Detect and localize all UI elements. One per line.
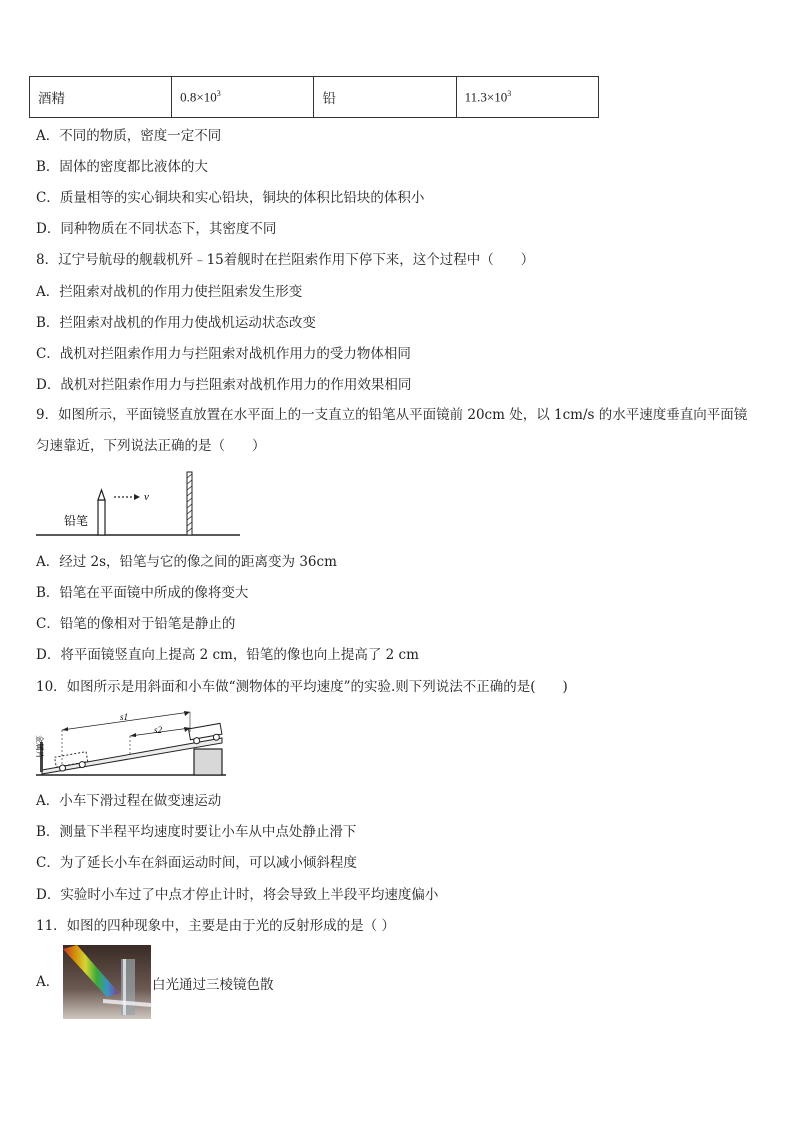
- q8-option-c: C．战机对拦阻索作用力与拦阻索对战机作用力的受力物体相同: [36, 346, 411, 362]
- cell-base: 0.8×10: [180, 89, 217, 105]
- q9-option-b: B．铅笔在平面镜中所成的像将变大: [36, 585, 249, 601]
- q9-stem: 9．如图所示，平面镜竖直放置在水平面上的一支直立的铅笔从平面镜前 20cm 处，以 1cm/s 的水平速度垂直向平面镜匀速靠近，下列说法正确的是（ ）: [36, 407, 748, 454]
- q8-option-d: D．战机对拦阻索作用力与拦阻索对战机作用力的作用效果相同: [36, 377, 412, 393]
- pencil-label: 铅笔: [64, 514, 89, 528]
- pencil-shape: [98, 500, 105, 535]
- incline-cart-figure: [34, 708, 230, 780]
- table-cell: [172, 77, 314, 118]
- q10-option-a: A．小车下滑过程在做变速运动: [36, 793, 222, 809]
- q9-option-a: A．经过 2s，铅笔与它的像之间的距离变为 36cm: [36, 554, 337, 570]
- cell-exponent: 3: [507, 88, 512, 98]
- s2-label: s2: [154, 725, 163, 735]
- q9-option-c: C．铅笔的像相对于铅笔是静止的: [36, 616, 236, 632]
- q7-option-b: B．固体的密度都比液体的大: [36, 159, 208, 175]
- mirror-pencil-figure: [34, 470, 246, 540]
- velocity-label: v: [144, 491, 149, 503]
- table-cell: 铅: [314, 77, 456, 118]
- q7-option-a: A．不同的物质，密度一定不同: [36, 128, 222, 144]
- q11-option-a-letter: A．: [36, 974, 60, 990]
- q8-option-a: A．拦阻索对战机的作用力使拦阻索发生形变: [36, 284, 303, 300]
- cell-base: 11.3×10: [464, 89, 508, 105]
- q10-option-b: B．测量下半程平均速度时要让小车从中点处静止滑下: [36, 824, 357, 840]
- q11-option-a-caption: 白光通过三棱镜色散: [152, 977, 274, 993]
- metal-plate-label: 金属片: [35, 735, 44, 759]
- q7-option-c: C．质量相等的实心铜块和实心铅块，铜块的体积比铅块的体积小: [36, 190, 425, 206]
- q10-stem: 10．如图所示是用斜面和小车做“测物体的平均速度”的实验.则下列说法不正确的是( ): [36, 679, 568, 695]
- q7-option-d: D．同种物质在不同状态下，其密度不同: [36, 221, 277, 237]
- density-table: [29, 76, 599, 118]
- table-cell: [456, 77, 598, 118]
- q10-option-c: C．为了延长小车在斜面运动时间，可以减小倾斜程度: [36, 855, 357, 871]
- q10-option-d: D．实验时小车过了中点才停止计时，将会导致上半段平均速度偏小: [36, 887, 439, 903]
- table-row: [30, 77, 599, 118]
- s1-label: s1: [120, 712, 129, 722]
- prism-dispersion-photo: [63, 945, 151, 1019]
- q8-stem: 8．辽宁号航母的舰载机歼﹣15着舰时在拦阻索作用下停下来，这个过程中（ ）: [36, 252, 535, 268]
- q11-stem: 11．如图的四种现象中，主要是由于光的反射形成的是（ ）: [36, 918, 395, 934]
- q8-option-b: B．拦阻索对战机的作用力使战机运动状态改变: [36, 315, 316, 331]
- table-cell: 酒精: [30, 77, 172, 118]
- cell-exponent: 3: [216, 88, 221, 98]
- q9-option-d: D．将平面镜竖直向上提高 2 cm，铅笔的像也向上提高了 2 cm: [36, 647, 419, 663]
